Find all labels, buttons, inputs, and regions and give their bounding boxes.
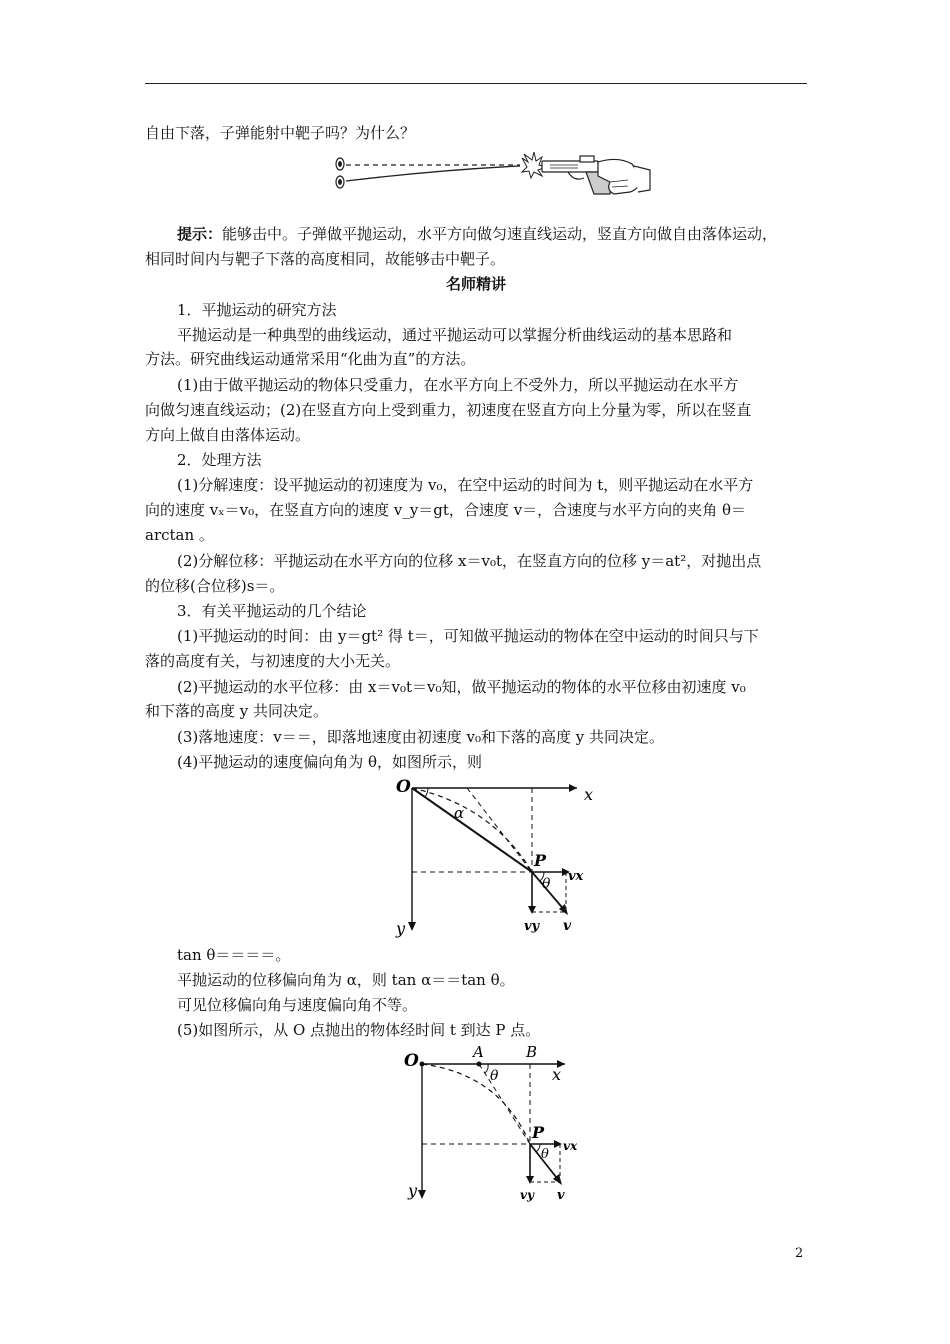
text-line: 向做匀速直线运动；(2)在竖直方向上受到重力，初速度在竖直方向上分量为零，所以在竖直 xyxy=(145,401,752,419)
text-line: (5)如图所示，从 O 点抛出的物体经时间 t 到达 P 点。 xyxy=(177,1021,541,1039)
v-label: v xyxy=(563,918,572,934)
point-a-label: A xyxy=(473,1043,484,1061)
text-line: (1)平抛运动的时间：由 y＝gt² 得 t＝，可知做平抛运动的物体在空中运动的时间只与下 xyxy=(177,627,759,645)
text-line: (1)分解速度：设平抛运动的初速度为 v₀，在空中运动的时间为 t，则平抛运动在水平方 xyxy=(177,476,754,494)
text-line: arctan 。 xyxy=(145,526,214,544)
hint-line-1 xyxy=(177,222,777,246)
section-title: 名师精讲 xyxy=(445,275,506,293)
hint-line-2: 相同时间内与靶子下落的高度相同，故能够击中靶子。 xyxy=(145,250,506,268)
vx-label: vx xyxy=(563,1139,578,1153)
text-line: (2)分解位移：平抛运动在水平方向的位移 x＝v₀t，在竖直方向的位移 y＝at²，对抛出点 xyxy=(177,552,762,570)
text-line: 3．有关平抛运动的几个结论 xyxy=(177,602,367,620)
y-label: y xyxy=(408,1181,418,1200)
text-line: 向的速度 vₓ＝v₀，在竖直方向的速度 v_y＝gt，合速度 v＝，合速度与水平方向的夹角 θ＝ xyxy=(145,501,746,519)
bullet-trajectory xyxy=(346,166,520,181)
displacement-midpoint-diagram xyxy=(400,1044,590,1204)
text-line: 方法。研究曲线运动通常采用“化曲为直”的方法。 xyxy=(145,350,476,368)
text-line: (2)平抛运动的水平位移：由 x＝v₀t＝v₀知，做平抛运动的物体的水平位移由初速度 v₀ xyxy=(177,678,746,696)
text-line: (3)落地速度：v＝＝，即落地速度由初速度 v₀和下落的高度 y 共同决定。 xyxy=(177,728,664,746)
velocity-deflection-diagram xyxy=(392,776,592,938)
vy-label: vy xyxy=(524,919,540,934)
page-number: 2 xyxy=(795,1246,804,1261)
vx-label: vx xyxy=(568,869,584,884)
text-line: 和下落的高度 y 共同决定。 xyxy=(145,702,329,720)
theta-label-a: θ xyxy=(490,1068,499,1084)
text-line: 的位移(合位移)s＝。 xyxy=(145,577,285,595)
hint-text-1: 能够击中。子弹做平抛运动，水平方向做匀速直线运动，竖直方向做自由落体运动， xyxy=(222,225,778,243)
target-icon xyxy=(336,158,344,188)
theta-label-p: θ xyxy=(541,1147,549,1162)
text-line: 可见位移偏向角与速度偏向角不等。 xyxy=(177,996,418,1014)
hint-label: 提示： xyxy=(177,225,223,243)
text-line: tan θ＝＝＝＝。 xyxy=(177,946,291,964)
text-line: (1)由于做平抛运动的物体只受重力，在水平方向上不受外力，所以平抛运动在水平方 xyxy=(177,376,739,394)
header-rule xyxy=(145,83,807,84)
point-b-label: B xyxy=(526,1043,538,1061)
vy-label: vy xyxy=(520,1188,534,1202)
point-p-label: P xyxy=(534,851,547,870)
y-label: y xyxy=(396,919,406,938)
theta-label: θ xyxy=(542,876,551,892)
text-line: 1．平抛运动的研究方法 xyxy=(177,301,337,319)
text-line: 落的高度有关，与初速度的大小无关。 xyxy=(145,652,401,670)
alpha-label: α xyxy=(454,804,465,822)
text-line: 平抛运动是一种典型的曲线运动，通过平抛运动可以掌握分析曲线运动的基本思路和 xyxy=(177,326,733,344)
point-p-label: P xyxy=(532,1123,545,1142)
origin-label: O xyxy=(404,1051,419,1071)
text-line: (4)平抛运动的速度偏向角为 θ，如图所示，则 xyxy=(177,753,483,771)
trajectory-curve xyxy=(422,1064,530,1144)
x-label: x xyxy=(552,1065,562,1084)
text-line: 平抛运动的位移偏向角为 α，则 tan α＝＝tan θ。 xyxy=(177,971,515,989)
question-line: 自由下落，子弹能射中靶子吗？为什么？ xyxy=(145,124,416,142)
displacement-line xyxy=(412,788,532,872)
gun-target-illustration xyxy=(328,148,658,200)
text-line: 方向上做自由落体运动。 xyxy=(145,426,311,444)
origin-label: O xyxy=(396,777,411,797)
x-label: x xyxy=(584,785,594,804)
v-label: v xyxy=(557,1188,565,1203)
text-line: 2．处理方法 xyxy=(177,451,262,469)
